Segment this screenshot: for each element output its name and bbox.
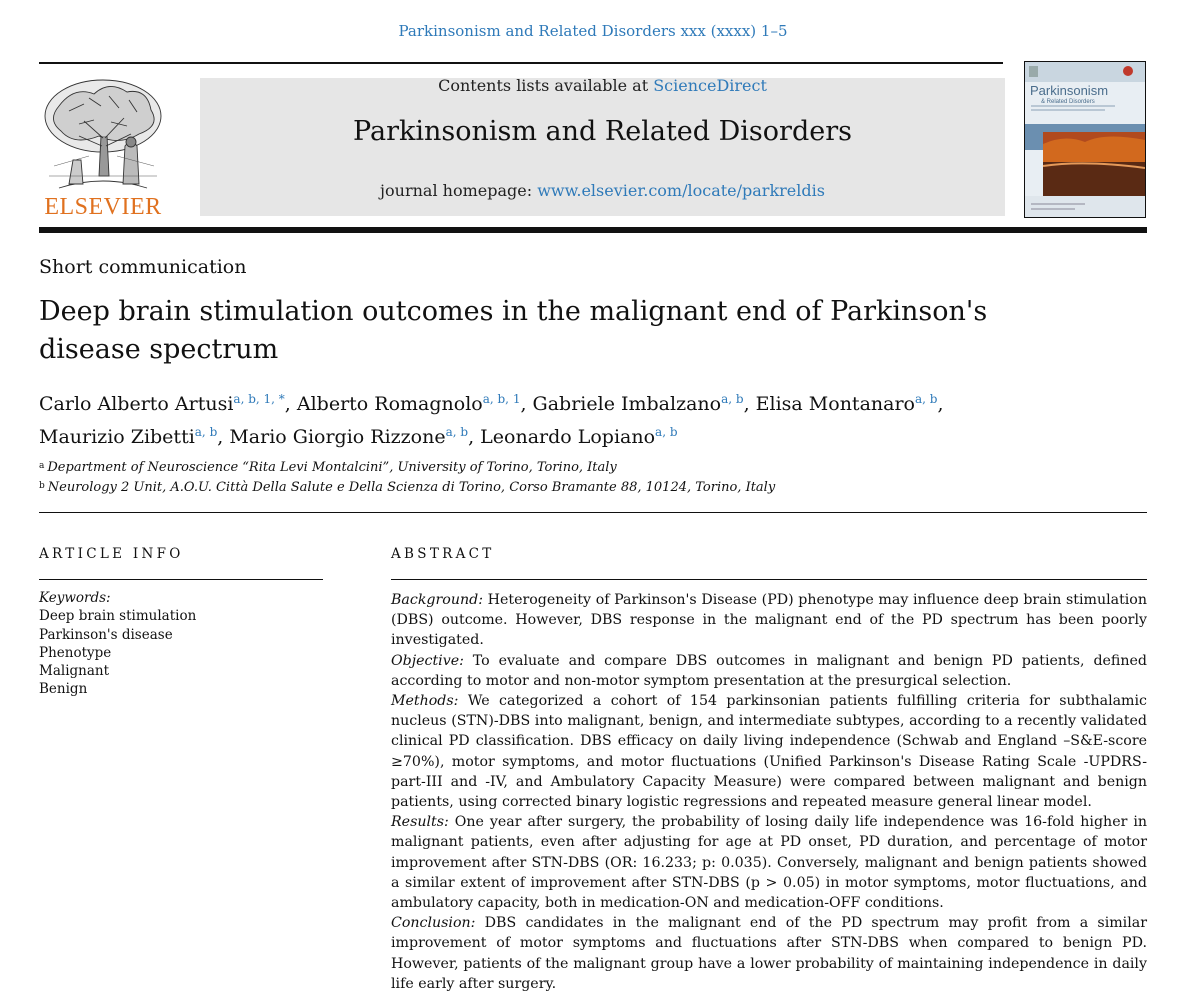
author-affiliation-marks[interactable]: a, b (655, 425, 678, 439)
abstract-section-text: DBS candidates in the malignant end of the PD spectrum may profit from a similar improvement of motor symptoms and fluctuations after STN-DBS when compared to benign PD. However, patients of the malignant group have a lower probability of maintaining independence in daily life early after surgery. (391, 915, 1147, 992)
author-name[interactable]: Alberto Romagnolo (296, 393, 483, 415)
article-title: Deep brain stimulation outcomes in the malignant end of Parkinson's disease spectrum (39, 296, 988, 365)
affiliation-item (39, 477, 1139, 497)
journal-cover-image (1025, 62, 1145, 217)
elsevier-tree-icon (39, 76, 167, 194)
publisher-name: ELSEVIER (44, 194, 162, 220)
contents-line (200, 78, 1005, 94)
author-name[interactable]: Gabriele Imbalzano (532, 393, 722, 415)
keyword-item: Parkinson's disease (39, 626, 173, 643)
homepage-line (200, 181, 1005, 200)
abstract-section-label: Methods: (391, 693, 459, 710)
elsevier-logo[interactable] (39, 76, 167, 220)
article-type: Short communication (39, 256, 247, 278)
author-separator: , (937, 393, 944, 415)
author-affiliation-marks[interactable]: a, b (194, 425, 218, 439)
cover-title-1: Parkinsonism (1030, 83, 1109, 98)
author-name[interactable]: Leonardo Lopiano (480, 426, 656, 448)
contents-prefix: Contents lists available at (438, 76, 654, 95)
keyword-item: Deep brain stimulation (39, 608, 197, 625)
author-name[interactable]: Elisa Montanaro (755, 393, 915, 415)
author-list (39, 388, 1139, 454)
abstract-background (391, 590, 1147, 651)
abstract-objective (391, 651, 1147, 691)
abstract-section-label: Objective: (391, 652, 464, 669)
abstract-results (391, 812, 1147, 913)
affiliations (39, 457, 1139, 497)
keyword-item: Malignant (39, 663, 110, 680)
affiliation-text: Department of Neuroscience “Rita Levi Montalcini”, University of Torino, Torino, Italy (47, 460, 617, 475)
abstract-body (391, 590, 1147, 994)
author-affiliation-marks[interactable]: a, b (445, 425, 469, 439)
abstract-section-label: Background: (391, 592, 483, 608)
article-info-heading: ARTICLE INFO (39, 546, 184, 562)
keyword-item: Benign (39, 681, 88, 698)
section-divider (39, 512, 1147, 513)
keywords-label: Keywords: (39, 590, 111, 606)
author-name[interactable]: Maurizio Zibetti (39, 426, 195, 448)
author-separator: , (284, 393, 297, 415)
author-name[interactable]: Mario Giorgio Rizzone (229, 426, 446, 448)
article-info-rule (39, 579, 323, 580)
abstract-section-text: One year after surgery, the probability of losing daily life independence was 16-fold higher in malignant patients, even after adjusting for age at PD onset, PD duration, and percentage of motor improvement after STN-DBS (OR: 16.233; p: 0.035). Conversely, malignant and benign patients showed a similar extent of improvement after STN-DBS (p > 0.05) in motor symptoms, motor fluctuations, and ambulatory capacity, both in medication-ON and medication-OFF conditions. (391, 814, 1147, 912)
abstract-methods (391, 691, 1147, 812)
abstract-section-label: Results: (391, 814, 449, 831)
affiliation-text: Neurology 2 Unit, A.O.U. Città Della Salute e Della Scienza di Torino, Corso Bramante 88, 10124, Torino, Italy (47, 480, 776, 495)
homepage-prefix: journal homepage: (380, 181, 538, 200)
author-affiliation-marks[interactable]: a, b (914, 392, 938, 406)
sciencedirect-link[interactable]: ScienceDirect (653, 76, 767, 95)
journal-cover[interactable] (1024, 61, 1146, 218)
journal-header-box (200, 78, 1005, 216)
author-affiliation-marks[interactable]: a, b, 1 (482, 392, 521, 406)
journal-homepage-link[interactable]: www.elsevier.com/locate/parkreldis (537, 181, 825, 200)
affiliation-mark: a (39, 461, 45, 471)
author-affiliation-marks[interactable]: a, b (721, 392, 744, 406)
cover-title-2: & Related Disorders (1041, 99, 1095, 105)
author-separator: , (520, 393, 533, 415)
abstract-section-text: To evaluate and compare DBS outcomes in malignant and benign PD patients, defined according to motor and non-motor symptom presentation at the presurgical selection. (391, 652, 1147, 689)
abstract-heading: ABSTRACT (391, 546, 495, 562)
abstract-conclusion (391, 913, 1147, 994)
journal-reference[interactable]: Parkinsonism and Related Disorders xxx (xxxx) 1–5 (398, 22, 788, 40)
author-name[interactable]: Carlo Alberto Artusi (39, 393, 234, 415)
affiliation-mark: b (39, 481, 45, 491)
journal-title: Parkinsonism and Related Disorders (353, 116, 852, 147)
abstract-rule (391, 579, 1147, 580)
keyword-item: Phenotype (39, 644, 112, 661)
top-rule (39, 62, 1003, 64)
header-thick-rule (39, 227, 1147, 233)
author-separator: , (217, 426, 230, 448)
abstract-section-text: Heterogeneity of Parkinson's Disease (PD) phenotype may influence deep brain stimulation (DBS) outcome. However, DBS response in the malignant end of the PD spectrum has been poorly investigated. (391, 592, 1147, 649)
keywords-block (39, 589, 196, 699)
affiliation-item (39, 457, 1139, 477)
author-separator: , (743, 393, 756, 415)
author-separator: , (468, 426, 481, 448)
author-affiliation-marks[interactable]: a, b, 1, * (233, 392, 285, 406)
abstract-section-label: Conclusion: (391, 915, 476, 932)
abstract-section-text: We categorized a cohort of 154 parkinsonian patients fulfilling criteria for subthalamic nucleus (STN)-DBS into malignant, benign, and intermediate subtypes, according to a recently validated clinical PD classification. DBS efficacy on daily living independence (Schwab and England –S&E-score ≥70%), motor symptoms, and motor fluctuations (Unified Parkinson's Disease Rating Scale -UPDRS- part-III and -IV, and Ambulatory Capacity Measure) were compared between malignant and benign patients, using corrected binary logistic regressions and repeated measure general linear model. (391, 693, 1147, 811)
